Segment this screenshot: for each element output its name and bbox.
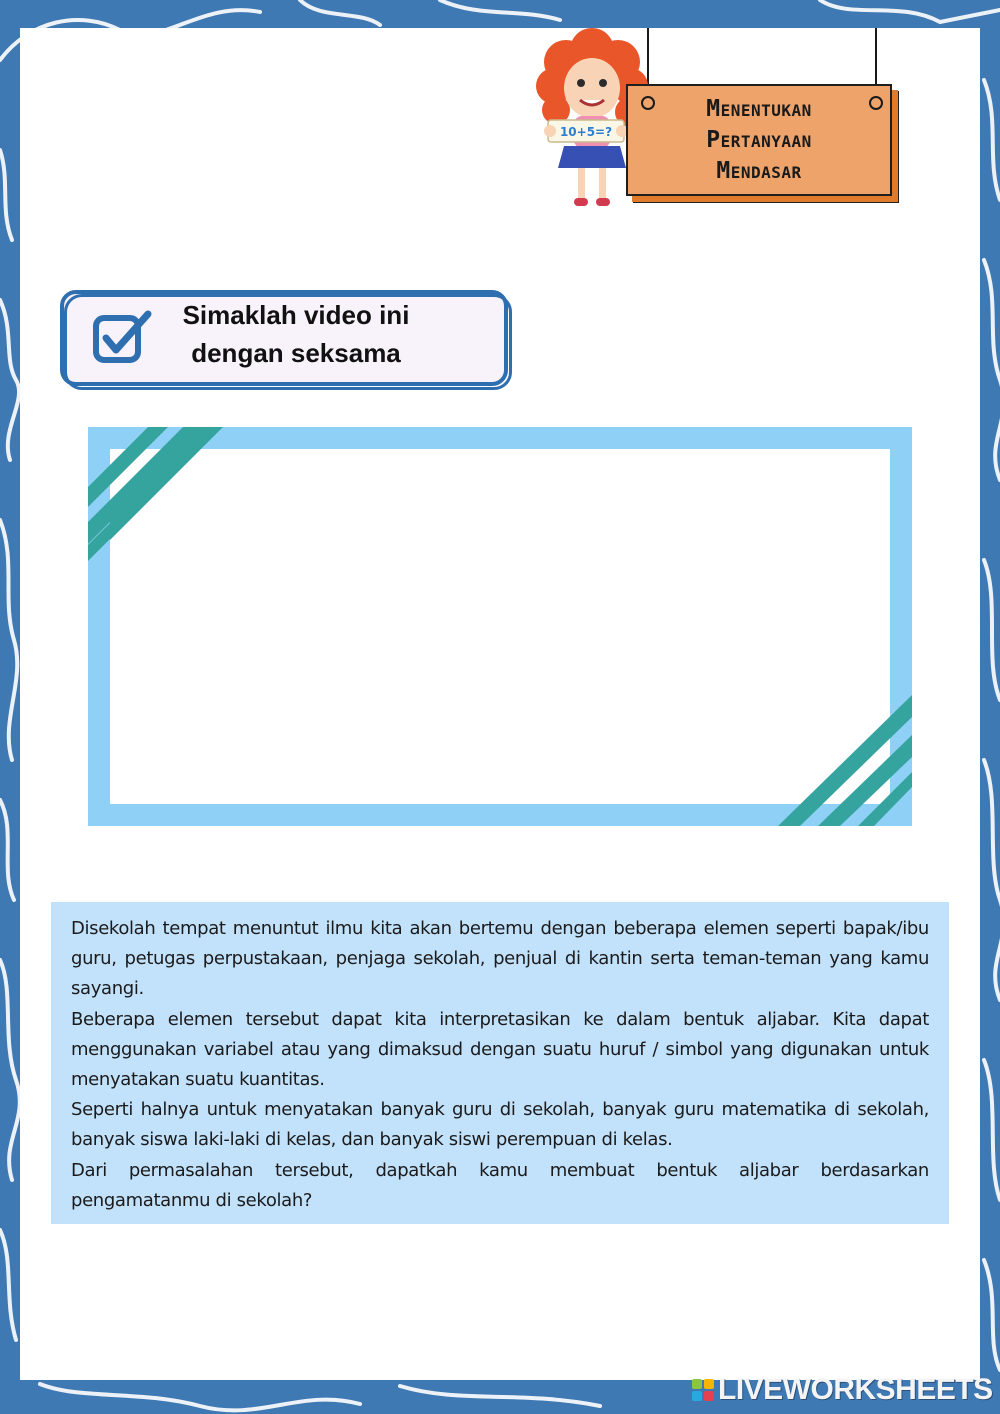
text-panel: [51, 902, 949, 1224]
instruction-line-2: dengan seksama: [191, 338, 401, 368]
paragraph-4: Dari permasalahan tersebut, dapatkah kamu membuat bentuk aljabar berdasarkan pengamatanmu di sekolah?: [71, 1159, 929, 1211]
title-line-2: Pertanyaan: [706, 126, 812, 153]
logo-text: LIVEWORKSHEETS: [718, 1373, 993, 1406]
sign-equation: 10+5=?: [559, 125, 613, 139]
title-line-3: Mendasar: [716, 157, 802, 184]
pin-right-icon: [869, 96, 883, 110]
instruction-text: [156, 296, 436, 372]
liveworksheets-logo[interactable]: [692, 1374, 993, 1406]
title-line-1: Menentukan: [706, 95, 812, 122]
paragraph-2: Beberapa elemen tersebut dapat kita interpretasikan ke dalam bentuk aljabar. Kita dapat menggunakan variabel atau yang dimaksud dengan suatu huruf / simbol yang digunakan untuk menyatakan suatu kuantitas.: [71, 1008, 929, 1091]
paragraph-1: Disekolah tempat menuntut ilmu kita akan bertemu dengan beberapa elemen seperti bapak/ibu guru, petugas perpustakaan, penjaga sekolah, penjual di kantin serta teman-teman yang kamu sayangi.: [71, 918, 929, 1000]
checkbox-check-icon: [92, 308, 154, 366]
video-frame[interactable]: [88, 427, 912, 826]
instruction-line-1: Simaklah video ini: [182, 300, 410, 330]
title-card: [626, 84, 892, 196]
paragraph-3: Seperti halnya untuk menyatakan banyak guru di sekolah, banyak guru matematika di sekolah, banyak siswa laki-laki di kelas, dan banyak siswi perempuan di kelas.: [71, 1099, 929, 1151]
pin-left-icon: [641, 96, 655, 110]
logo-squares-icon: [692, 1379, 714, 1401]
